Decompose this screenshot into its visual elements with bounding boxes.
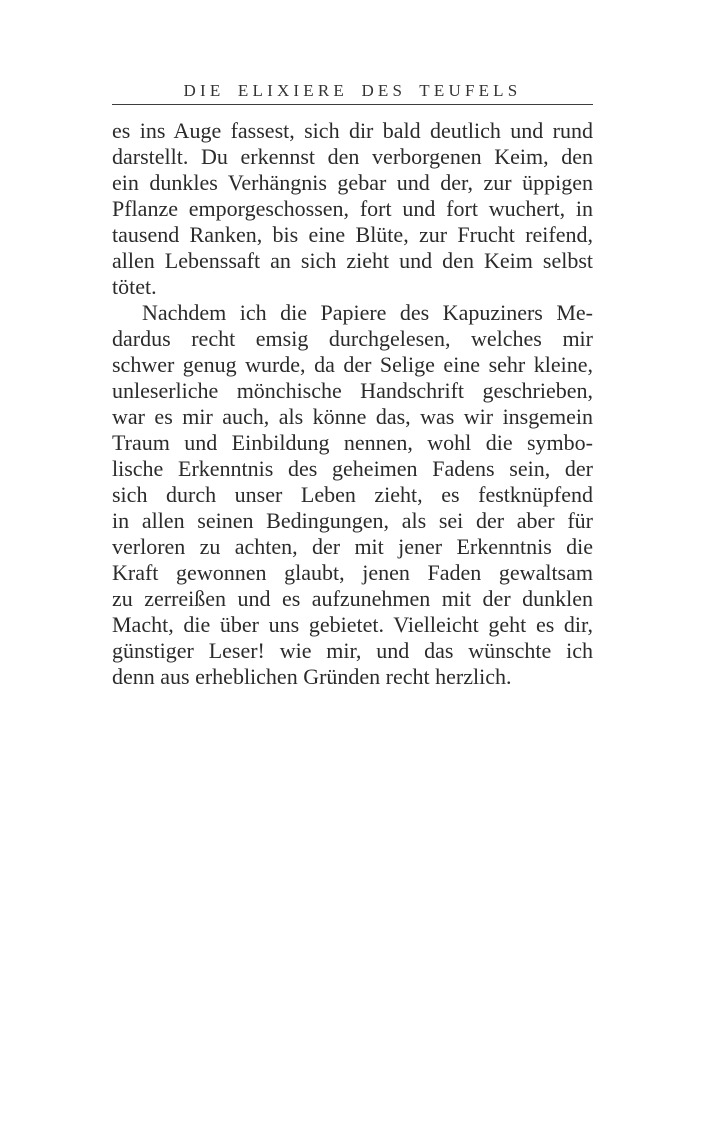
text-line: schwer genug wurde, da der Selige eine sehr kleine, (112, 352, 593, 377)
paragraph (112, 118, 593, 300)
text-line: tausend Ranken, bis eine Blüte, zur Frucht reifend, (112, 222, 593, 247)
text-line: Traum und Einbildung nennen, wohl die symbo- (112, 430, 593, 455)
text-line: ein dunkles Verhängnis gebar und der, zur üppigen (112, 170, 593, 195)
text-line: Macht, die über uns gebietet. Vielleicht geht es dir, (112, 612, 593, 637)
header-rule (112, 104, 593, 105)
text-line: sich durch unser Leben zieht, es festknüpfend (112, 482, 593, 507)
text-line: lische Erkenntnis des geheimen Fadens sein, der (112, 456, 593, 481)
text-line: es ins Auge fassest, sich dir bald deutlich und rund (112, 118, 593, 143)
text-line: Nachdem ich die Papiere des Kapuziners Me- (142, 300, 593, 325)
text-line: war es mir auch, als könne das, was wir insgemein (112, 404, 593, 429)
text-line: Kraft gewonnen glaubt, jenen Faden gewaltsam (112, 560, 593, 585)
text-line: denn aus erheblichen Gründen recht herzlich. (112, 664, 512, 689)
paragraph (112, 300, 593, 690)
text-line: zu zerreißen und es aufzunehmen mit der dunklen (112, 586, 593, 611)
text-line: Pflanze emporgeschossen, fort und fort wuchert, in (112, 196, 593, 221)
text-line: unleserliche mönchische Handschrift geschrieben, (112, 378, 593, 403)
running-header-title: DIE ELIXIERE DES TEUFELS (183, 81, 522, 100)
text-line: verloren zu achten, der mit jener Erkenntnis die (112, 534, 593, 559)
text-line: darstellt. Du erkennst den verborgenen Keim, den (112, 144, 593, 169)
text-line: günstiger Leser! wie mir, und das wünschte ich (112, 638, 593, 663)
text-line: in allen seinen Bedingungen, als sei der aber für (112, 508, 593, 533)
text-line: allen Lebenssaft an sich zieht und den Keim selbst (112, 248, 593, 273)
text-line: dardus recht emsig durchgelesen, welches mir (112, 326, 593, 351)
text-line: tötet. (112, 274, 157, 299)
body-text-block (112, 118, 593, 690)
